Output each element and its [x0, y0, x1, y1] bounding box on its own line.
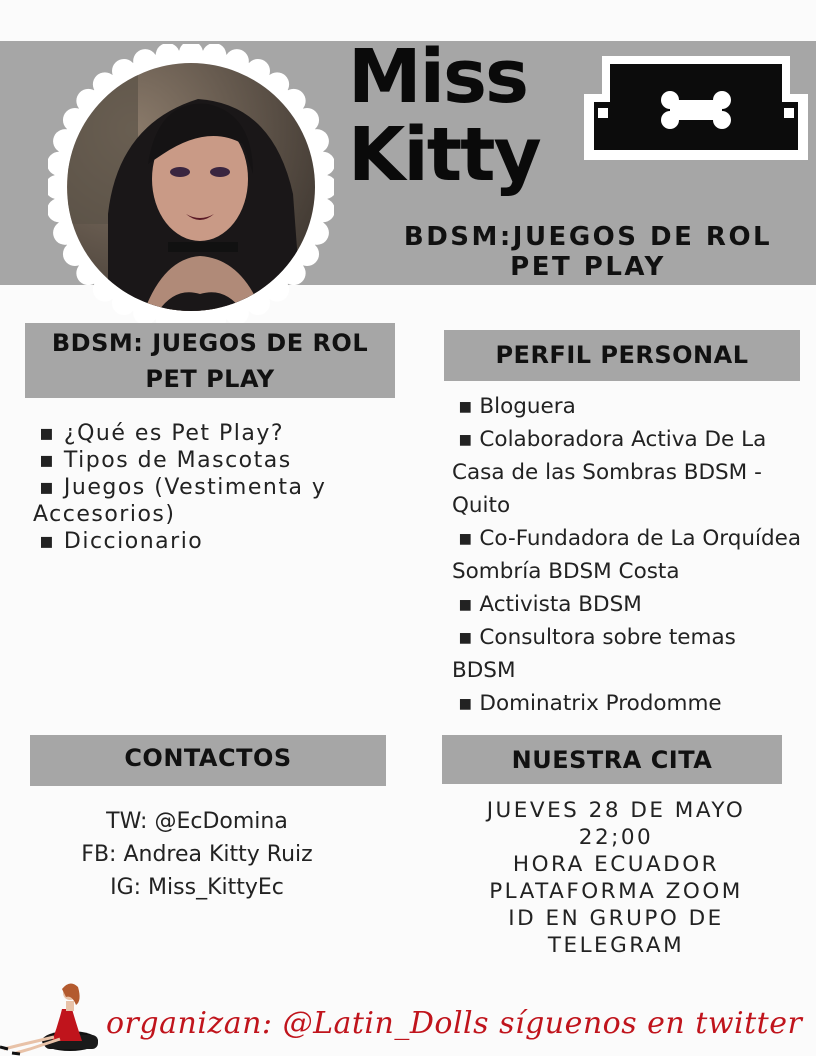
profile-heading: PERFIL PERSONAL	[444, 330, 800, 381]
list-item: ▪ Bloguera	[452, 390, 802, 423]
twitter-contact: TW: @EcDomina	[106, 809, 288, 834]
profile-photo	[48, 44, 334, 330]
event-time: 22;00	[578, 825, 654, 850]
topics-heading-line-1: BDSM: JUEGOS DE ROL	[51, 329, 369, 357]
event-id-line: ID EN GRUPO DE	[508, 906, 724, 931]
contacts-heading: CONTACTOS	[30, 735, 386, 786]
topics-list	[33, 420, 383, 555]
event-date: JUEVES 28 DE MAYO	[486, 798, 746, 823]
header-subtitle	[360, 222, 816, 282]
contacts-block	[30, 805, 364, 904]
page-title	[348, 34, 540, 198]
title-line-2: Kitty	[348, 112, 540, 198]
event-id-line-2: TELEGRAM	[547, 933, 685, 958]
facebook-contact: FB: Andrea Kitty Ruiz	[81, 842, 313, 867]
list-item: ▪ Co-Fundadora de La Orquídea Sombría BDSM Costa	[452, 522, 802, 588]
event-timezone: HORA ECUADOR	[512, 852, 720, 877]
pet-bowl-bone-icon	[584, 56, 808, 162]
event-platform: PLATAFORMA ZOOM	[489, 879, 743, 904]
list-item: ▪ Tipos de Mascotas	[33, 447, 383, 474]
instagram-contact: IG: Miss_KittyEc	[110, 875, 284, 900]
subtitle-line-1: BDSM:JUEGOS DE ROL	[403, 222, 773, 252]
list-item: ▪ Consultora sobre temas BDSM	[452, 621, 802, 687]
footer-organizers: organizan: @Latin_Dolls síguenos en twitter	[106, 1006, 803, 1041]
woman-red-dress-illustration	[0, 975, 100, 1056]
event-details	[442, 797, 790, 959]
profile-list	[452, 390, 802, 720]
list-item: ▪ Colaboradora Activa De La Casa de las Sombras BDSM -Quito	[452, 423, 802, 522]
list-item: ▪ ¿Qué es Pet Play?	[33, 420, 383, 447]
event-heading: NUESTRA CITA	[442, 735, 782, 784]
topics-heading-line-2: PET PLAY	[145, 365, 275, 393]
subtitle-line-2: PET PLAY	[510, 252, 666, 282]
topics-heading	[25, 323, 395, 398]
list-item: ▪ Activista BDSM	[452, 588, 802, 621]
list-item: ▪ Dominatrix Prodomme	[452, 687, 802, 720]
list-item: ▪ Diccionario	[33, 528, 383, 555]
title-line-1: Miss	[348, 34, 528, 120]
list-item: ▪ Juegos (Vestimenta y Accesorios)	[33, 474, 383, 528]
